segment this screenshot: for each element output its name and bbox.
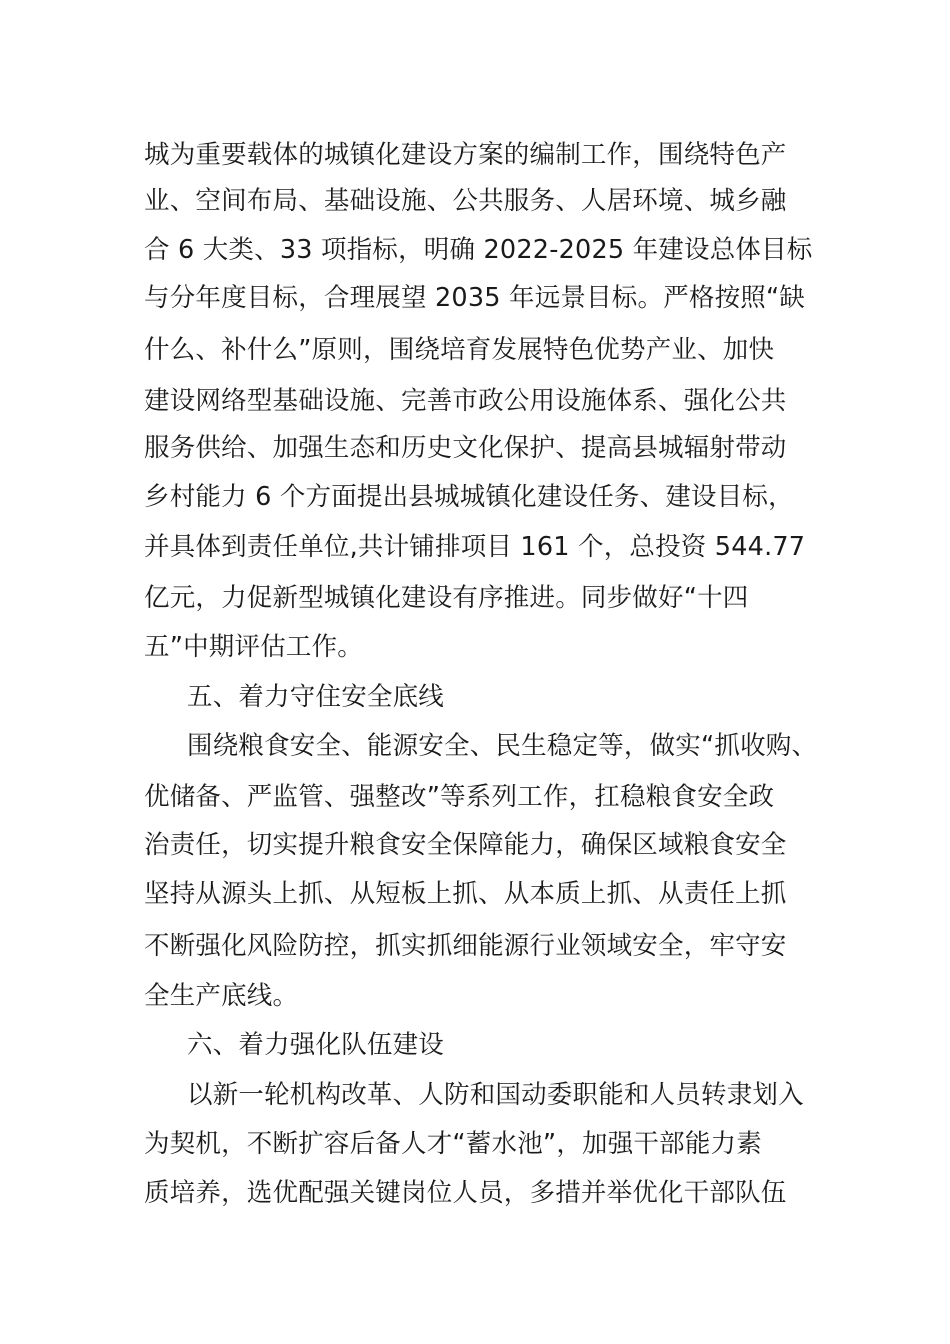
paragraph-line: 治责任，切实提升粮食安全保障能力，确保区域粮食安全	[144, 830, 787, 860]
paragraph-line: 亿元，力促新型城镇化建设有序推进。同步做好“十四	[144, 583, 749, 613]
paragraph-line: 不断强化风险防控，抓实抓细能源行业领域安全，牢守安	[144, 931, 787, 961]
paragraph-line: 优储备、严监管、强整改”等系列工作，扛稳粮食安全政	[144, 782, 775, 812]
paragraph-line: 质培养，选优配强关键岗位人员，多措并举优化干部队伍	[144, 1178, 787, 1208]
paragraph-line: 以新一轮机构改革、人防和国动委职能和人员转隶划入	[187, 1080, 804, 1110]
paragraph-line: 五”中期评估工作。	[144, 632, 364, 662]
paragraph-line: 与分年度目标，合理展望 2035 年远景目标。严格按照“缺	[144, 283, 806, 313]
paragraph-line: 为契机，不断扩容后备人才“蓄水池”，加强干部能力素	[144, 1129, 762, 1159]
paragraph-line: 城为重要载体的城镇化建设方案的编制工作，围绕特色产	[144, 140, 787, 170]
paragraph-line: 合 6 大类、33 项指标，明确 2022-2025 年建设总体目标	[144, 235, 813, 265]
paragraph-line: 坚持从源头上抓、从短板上抓、从本质上抓、从责任上抓	[144, 879, 787, 909]
paragraph-line: 业、空间布局、基础设施、公共服务、人居环境、城乡融	[144, 186, 787, 216]
paragraph-line: 服务供给、加强生态和历史文化保护、提高县城辐射带动	[144, 433, 787, 463]
paragraph-line: 围绕粮食安全、能源安全、民生稳定等，做实“抓收购、	[187, 731, 818, 761]
section-heading: 五、着力守住安全底线	[187, 682, 445, 712]
section-heading: 六、着力强化队伍建设	[187, 1030, 445, 1060]
paragraph-line: 乡村能力 6 个方面提出县城城镇化建设任务、建设目标，	[144, 482, 794, 512]
paragraph-line: 并具体到责任单位,共计铺排项目 161 个，总投资 544.77	[144, 532, 806, 562]
paragraph-line: 全生产底线。	[144, 981, 299, 1011]
paragraph-line: 什么、补什么”原则，围绕培育发展特色优势产业、加快	[144, 335, 775, 365]
paragraph-line: 建设网络型基础设施、完善市政公用设施体系、强化公共	[144, 386, 787, 416]
